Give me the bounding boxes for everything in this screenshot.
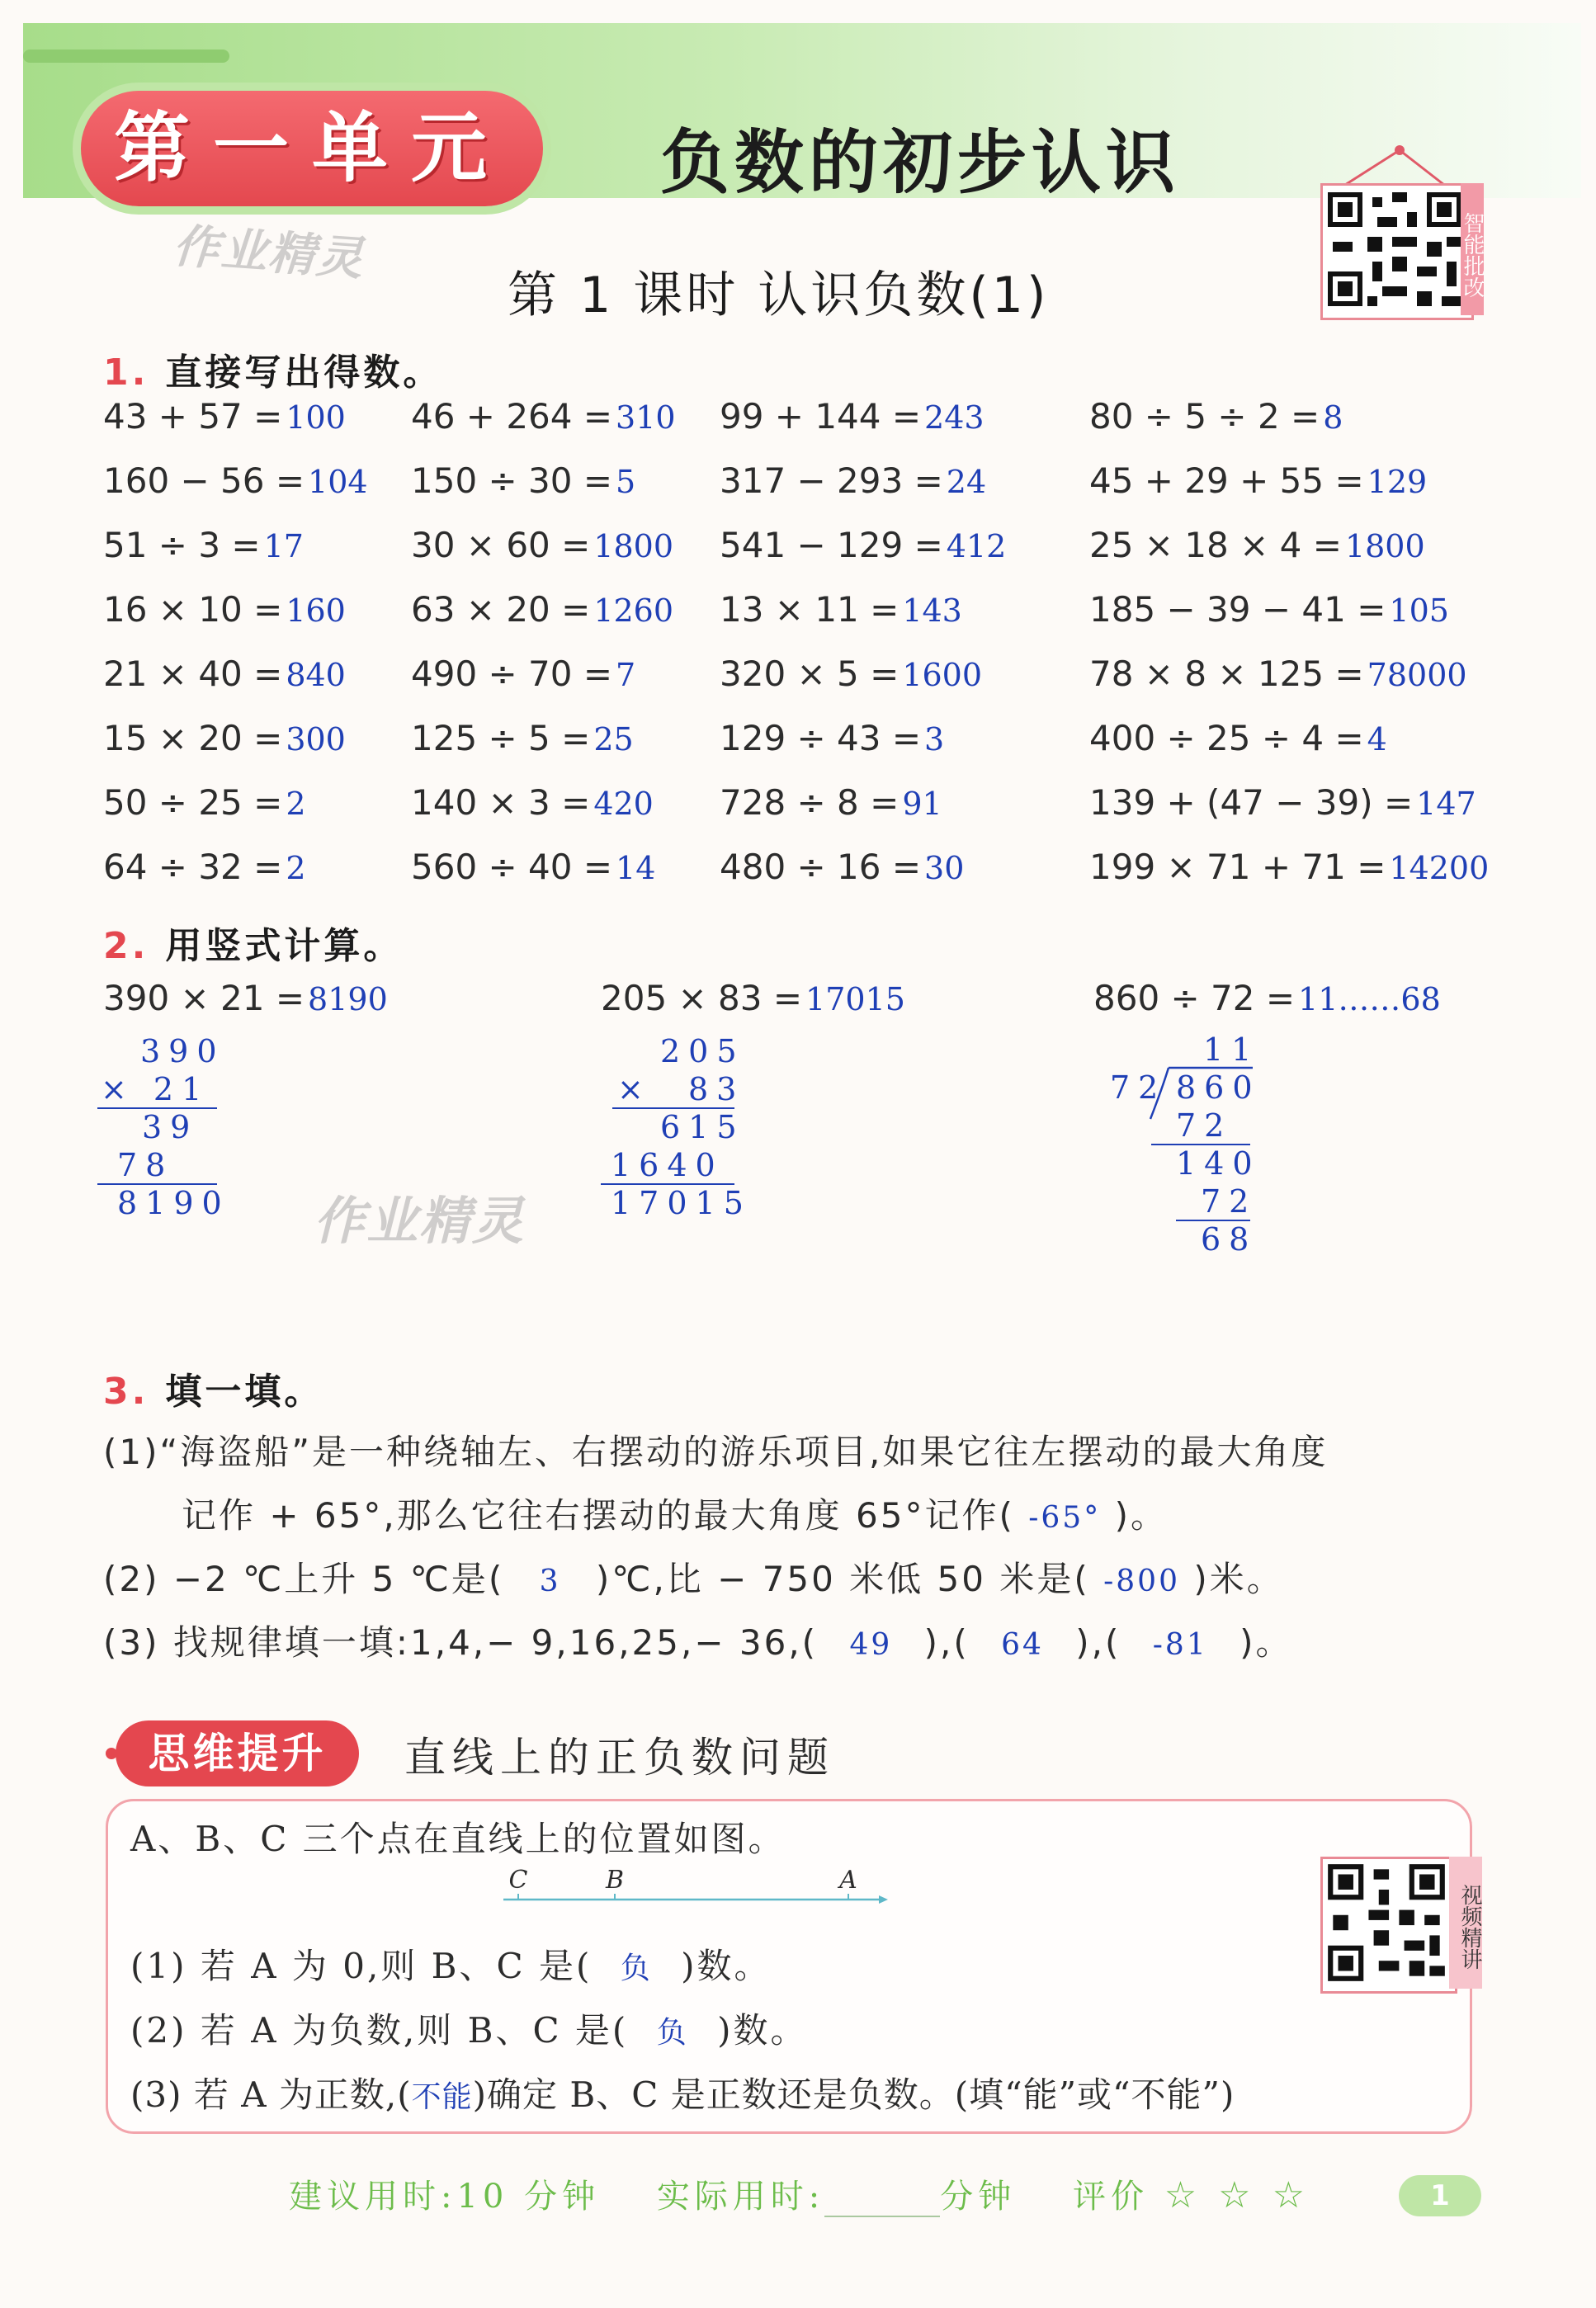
question-text: )。: [1114, 1495, 1168, 1536]
problem-answer[interactable]: 5: [616, 464, 636, 500]
problem-expression: 205 × 83 =: [601, 978, 803, 1018]
problem-expression: 199 × 71 + 71 =: [1089, 847, 1386, 887]
thinking-q3: [130, 2068, 1235, 2117]
section3-number: 3.: [103, 1371, 149, 1413]
problem-answer[interactable]: 78000: [1367, 657, 1467, 693]
thinking-q1: [130, 1939, 772, 1989]
math-problem: [411, 847, 655, 887]
calc-line: 78: [117, 1147, 174, 1183]
problem-expression: 25 × 18 × 4 =: [1089, 525, 1342, 565]
math-problem: [720, 718, 944, 758]
question-3-3: [103, 1616, 1292, 1665]
problem-answer[interactable]: 100: [286, 399, 346, 436]
problem-answer[interactable]: 1260: [593, 592, 674, 629]
footer-bar: [289, 2170, 1310, 2217]
problem-expression: 541 − 129 =: [720, 525, 943, 565]
problem-answer[interactable]: 25: [593, 721, 634, 758]
calc-line: × 21: [101, 1071, 210, 1107]
problem-expression: 129 ÷ 43 =: [720, 718, 922, 758]
problem-expression: 21 × 40 =: [103, 654, 283, 694]
problem-answer[interactable]: 840: [286, 657, 346, 693]
math-problem: [720, 396, 985, 437]
math-problem: [1089, 396, 1343, 437]
question-text: )℃,比 − 750 米低 50 米是(: [595, 1559, 1090, 1599]
qr-code-icon[interactable]: [1320, 183, 1474, 320]
problem-answer[interactable]: 129: [1367, 464, 1428, 500]
point-label-b: B: [605, 1867, 625, 1895]
page-number: 1: [1399, 2175, 1481, 2216]
problem-answer[interactable]: 147: [1416, 786, 1476, 822]
problem-answer[interactable]: 1800: [593, 528, 674, 564]
qr-tab-label: 视频精讲: [1449, 1857, 1482, 1989]
problem-expression: 480 ÷ 16 =: [720, 847, 922, 887]
problem-answer[interactable]: 17: [263, 528, 304, 564]
math-problem: [1089, 589, 1449, 630]
answer-blank[interactable]: -81: [1152, 1628, 1208, 1662]
qr-string-icon: [1337, 149, 1452, 188]
watermark-text: 作业精灵: [314, 1191, 526, 1251]
math-problem: [1089, 847, 1489, 887]
calc-line: 390: [140, 1033, 225, 1069]
math-problem: [720, 847, 964, 887]
answer-blank[interactable]: -800: [1103, 1565, 1180, 1598]
problem-expression: 860 ÷ 72 =: [1093, 978, 1296, 1018]
problem-expression: 390 × 21 =: [103, 978, 305, 1018]
answer-blank[interactable]: -65°: [1028, 1501, 1102, 1535]
problem-expression: 125 ÷ 5 =: [411, 718, 591, 758]
problem-answer[interactable]: 1800: [1344, 528, 1425, 564]
question-text: (3) 找规律填一填:1,4,− 9,16,25,− 36,(: [103, 1622, 819, 1663]
problem-expression: 400 ÷ 25 ÷ 4 =: [1089, 718, 1364, 758]
math-problem: [103, 654, 346, 694]
calc-line: 68: [1201, 1221, 1258, 1258]
math-problem: [103, 782, 306, 823]
answer-blank[interactable]: 3: [539, 1565, 561, 1598]
answer-blank[interactable]: 负: [620, 1952, 653, 1985]
header-decor-strip: [23, 50, 229, 63]
vertical-problem-1: [103, 978, 388, 1018]
math-problem: [1089, 782, 1476, 823]
problem-answer: 8190: [308, 981, 388, 1017]
problem-expression: 45 + 29 + 55 =: [1089, 460, 1364, 501]
suggested-time: 建议用时:10 分钟: [289, 2178, 601, 2216]
problem-answer[interactable]: 2: [286, 786, 306, 822]
point-label-a: A: [839, 1867, 857, 1895]
problem-answer[interactable]: 91: [902, 786, 942, 822]
math-problem: [411, 460, 635, 501]
calc-line: 205: [660, 1033, 745, 1069]
calc-quotient: 11: [1203, 1031, 1260, 1068]
question-text: ),(: [1075, 1622, 1121, 1663]
problem-expression: 78 × 8 × 125 =: [1089, 654, 1364, 694]
answer-blank[interactable]: 负: [656, 2016, 689, 2050]
problem-expression: 150 ÷ 30 =: [411, 460, 613, 501]
thinking-badge: 思维提升: [116, 1720, 359, 1786]
problem-answer[interactable]: 310: [616, 399, 676, 436]
problem-expression: 139 + (47 − 39) =: [1089, 782, 1414, 823]
calc-line: 72: [1176, 1107, 1233, 1144]
problem-answer[interactable]: 30: [924, 850, 965, 886]
problem-expression: 64 ÷ 32 =: [103, 847, 283, 887]
section1-heading: [103, 342, 442, 395]
answer-blank[interactable]: 64: [1001, 1628, 1044, 1662]
section2-title: 用竖式计算。: [165, 925, 404, 967]
problem-expression: 99 + 144 =: [720, 396, 922, 437]
problem-answer[interactable]: 14200: [1389, 850, 1490, 886]
question-3-2: [103, 1552, 1284, 1602]
point-label-c: C: [508, 1867, 528, 1895]
thinking-q2: [130, 2004, 807, 2053]
thinking-title: 直线上的正负数问题: [404, 1734, 835, 1782]
problem-answer[interactable]: 14: [616, 850, 656, 886]
math-problem: [1089, 654, 1467, 694]
thinking-intro: A、B、C 三个点在直线上的位置如图。: [130, 1819, 786, 1859]
problem-expression: 30 × 60 =: [411, 525, 591, 565]
problem-expression: 320 × 5 =: [720, 654, 900, 694]
vertical-problem-3: [1093, 978, 1441, 1018]
problem-answer[interactable]: 420: [593, 786, 654, 822]
math-problem: [720, 654, 982, 694]
problem-answer: 11……68: [1298, 981, 1441, 1017]
problem-answer[interactable]: 412: [946, 528, 1007, 564]
calc-line: 1640: [611, 1147, 724, 1183]
problem-expression: 43 + 57 =: [103, 396, 283, 437]
problem-answer[interactable]: 104: [308, 464, 368, 500]
calc-line: 8190: [117, 1185, 230, 1221]
qr-code-icon[interactable]: [1320, 1857, 1457, 1994]
math-problem: [103, 847, 306, 887]
question-text: (2) 若 A 为负数,则 B、C 是(: [130, 2010, 629, 2051]
question-text: (3) 若 A 为正数,(: [130, 2074, 412, 2115]
problem-answer[interactable]: 1600: [902, 657, 983, 693]
question-text: ),(: [923, 1622, 970, 1663]
math-problem: [103, 718, 346, 758]
problem-expression: 13 × 11 =: [720, 589, 900, 630]
problem-expression: 490 ÷ 70 =: [411, 654, 613, 694]
math-problem: [103, 460, 368, 501]
unit-label: 第一单元: [113, 104, 510, 192]
actual-time-unit: 分钟: [940, 2178, 1017, 2216]
question-text: )。: [1239, 1622, 1293, 1663]
math-problem: [411, 654, 635, 694]
problem-answer[interactable]: 2: [286, 850, 306, 886]
question-text: )数。: [681, 1946, 772, 1986]
problem-answer: 17015: [805, 981, 905, 1017]
math-problem: [103, 525, 304, 565]
calc-dividend: 860: [1176, 1069, 1261, 1106]
problem-answer[interactable]: 3: [924, 721, 945, 758]
lesson-title: 第 1 课时 认识负数(1): [508, 267, 1050, 324]
section3-title: 填一填。: [165, 1371, 324, 1413]
calc-line: 615: [660, 1109, 745, 1145]
rating-stars-icon[interactable]: ☆ ☆ ☆: [1164, 2174, 1310, 2216]
section2-heading: [103, 916, 403, 969]
problem-expression: 317 − 293 =: [720, 460, 943, 501]
problem-expression: 160 − 56 =: [103, 460, 305, 501]
answer-blank[interactable]: 49: [849, 1628, 893, 1662]
problem-expression: 46 + 264 =: [411, 396, 613, 437]
question-text: (1) 若 A 为 0,则 B、C 是(: [130, 1946, 593, 1986]
math-problem: [103, 396, 346, 437]
math-problem: [720, 460, 986, 501]
evaluation-label: 评价: [1073, 2178, 1150, 2216]
problem-expression: 728 ÷ 8 =: [720, 782, 900, 823]
answer-blank[interactable]: 不能: [411, 2080, 473, 2114]
problem-expression: 16 × 10 =: [103, 589, 283, 630]
section1-title: 直接写出得数。: [165, 352, 443, 394]
math-problem: [103, 589, 346, 630]
problem-expression: 50 ÷ 25 =: [103, 782, 283, 823]
question-3-1-line1: (1)“海盗船”是一种绕轴左、右摆动的游乐项目,如果它往左摆动的最大角度: [103, 1432, 1329, 1472]
watermark-text: 作业精灵: [171, 219, 366, 287]
question-text: )确定 B、C 是正数还是负数。(填“能”或“不能”): [472, 2074, 1235, 2115]
problem-answer[interactable]: 160: [286, 592, 346, 629]
problem-answer[interactable]: 300: [286, 721, 346, 758]
calc-line: 140: [1176, 1145, 1261, 1182]
problem-answer[interactable]: 8: [1323, 399, 1343, 436]
question-text: )数。: [717, 2010, 808, 2051]
problem-expression: 560 ÷ 40 =: [411, 847, 613, 887]
problem-answer[interactable]: 105: [1389, 592, 1449, 629]
unit-title: 负数的初步认识: [660, 122, 1181, 203]
math-problem: [411, 718, 634, 758]
problem-expression: 185 − 39 − 41 =: [1089, 589, 1386, 630]
calc-line: 17015: [611, 1185, 752, 1221]
section2-number: 2.: [103, 925, 149, 967]
math-problem: [720, 589, 962, 630]
math-problem: [1089, 460, 1427, 501]
problem-expression: 15 × 20 =: [103, 718, 283, 758]
vertical-problem-2: [601, 978, 905, 1018]
problem-expression: 51 ÷ 3 =: [103, 525, 261, 565]
problem-answer[interactable]: 143: [902, 592, 962, 629]
qr-tab-label: 智能批改: [1461, 183, 1484, 315]
math-problem: [411, 782, 654, 823]
actual-time-blank[interactable]: [824, 2186, 940, 2217]
actual-time-label: 实际用时:: [656, 2178, 825, 2216]
question-text: )米。: [1193, 1559, 1284, 1599]
problem-answer[interactable]: 243: [924, 399, 985, 436]
problem-expression: 63 × 20 =: [411, 589, 591, 630]
question-3-1-line2: [182, 1489, 1168, 1538]
problem-answer[interactable]: 4: [1367, 721, 1387, 758]
section1-number: 1.: [103, 352, 149, 394]
calc-line: × 83: [617, 1071, 745, 1107]
math-problem: [1089, 525, 1425, 565]
section3-heading: [103, 1362, 323, 1414]
question-text: (2) −2 ℃上升 5 ℃是(: [103, 1559, 505, 1599]
math-problem: [411, 525, 673, 565]
problem-expression: 140 × 3 =: [411, 782, 591, 823]
calc-line: 39: [142, 1109, 199, 1145]
problem-expression: 80 ÷ 5 ÷ 2 =: [1089, 396, 1320, 437]
calc-divisor: 72: [1110, 1069, 1167, 1106]
math-problem: [411, 589, 673, 630]
math-problem: [720, 782, 942, 823]
math-problem: [411, 396, 676, 437]
problem-answer[interactable]: 24: [946, 464, 987, 500]
number-line-diagram: [495, 1867, 891, 1916]
problem-answer[interactable]: 7: [616, 657, 636, 693]
math-problem: [720, 525, 1006, 565]
math-problem: [1089, 718, 1387, 758]
question-text: 记作 + 65°,那么它往右摆动的最大角度 65°记作(: [182, 1495, 1015, 1536]
calc-line: 72: [1201, 1183, 1258, 1220]
